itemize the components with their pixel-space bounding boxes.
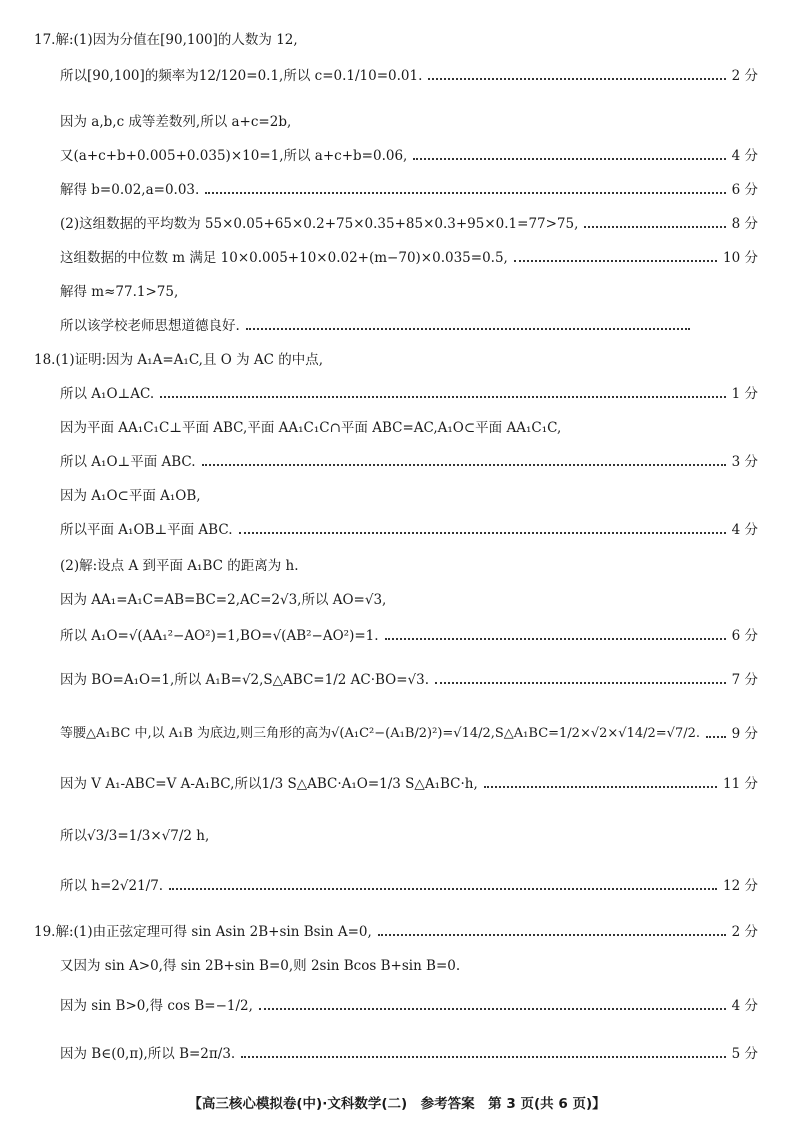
score-mark: 4 分 — [731, 522, 758, 538]
score-mark: 2 分 — [731, 68, 758, 84]
line-text: 所以平面 A₁OB⊥平面 ABC. — [60, 522, 233, 538]
line-text: 所以 A₁O=√(AA₁²−AO²)=1,BO=√(AB²−AO²)=1. — [60, 628, 379, 644]
line-text: 等腰△A₁BC 中,以 A₁B 为底边,则三角形的高为√(A₁C²−(A₁B/2)²)=√14/2,S△A₁BC=1/2×√2×√14/2=√7/2. — [60, 726, 700, 741]
line-text: 19.解:(1)由正弦定理可得 sin Asin 2B+sin Bsin A=0, — [34, 924, 372, 940]
score-mark: 2 分 — [731, 924, 758, 940]
footer-title: 【高三核心模拟卷(中)·文科数学(二) 参考答案 第 3 页(共 6 页)】 — [188, 1096, 606, 1112]
line-text: 因为平面 AA₁C₁C⊥平面 ABC,平面 AA₁C₁C∩平面 ABC=AC,A₁O⊂平面 AA₁C₁C, — [60, 420, 562, 436]
leader-dots — [241, 1056, 725, 1058]
score-mark: 7 分 — [731, 672, 758, 688]
line-text: 解得 m≈77.1>75, — [60, 284, 179, 300]
leader-dots — [385, 638, 726, 640]
line-text: 这组数据的中位数 m 满足 10×0.005+10×0.02+(m−70)×0.035=0.5, — [60, 250, 508, 266]
score-mark: 4 分 — [731, 148, 758, 164]
score-mark: 5 分 — [731, 1046, 758, 1062]
score-mark: 6 分 — [731, 182, 758, 198]
line-text: 因为 BO=A₁O=1,所以 A₁B=√2,S△ABC=1/2 AC·BO=√3. — [60, 672, 430, 688]
leader-dots — [205, 192, 725, 194]
leader-dots — [706, 736, 726, 738]
line-text: 因为 AA₁=A₁C=AB=BC=2,AC=2√3,所以 AO=√3, — [60, 592, 387, 608]
score-mark: 10 分 — [723, 250, 758, 266]
leader-dots — [246, 328, 690, 330]
score-mark: 11 分 — [723, 776, 758, 792]
score-mark: 8 分 — [731, 216, 758, 232]
leader-dots — [239, 532, 726, 534]
score-mark: 3 分 — [731, 454, 758, 470]
leader-dots — [413, 158, 725, 160]
score-mark: 9 分 — [731, 726, 758, 742]
line-text: (2)解:设点 A 到平面 A₁BC 的距离为 h. — [60, 558, 299, 574]
leader-dots — [484, 786, 717, 788]
page-footer — [0, 1092, 794, 1112]
leader-dots — [584, 226, 725, 228]
line-text: 18.(1)证明:因为 A₁A=A₁C,且 O 为 AC 的中点, — [34, 352, 324, 368]
leader-dots — [160, 396, 726, 398]
score-mark: 1 分 — [731, 386, 758, 402]
score-mark: 12 分 — [723, 878, 758, 894]
line-text: 所以[90,100]的频率为12/120=0.1,所以 c=0.1/10=0.01. — [60, 68, 423, 84]
line-text: 因为 V A₁-ABC=V A-A₁BC,所以1/3 S△ABC·A₁O=1/3 S△A₁BC·h, — [60, 776, 478, 792]
line-text: 因为 sin B>0,得 cos B=−1/2, — [60, 998, 253, 1014]
line-text: 因为 B∈(0,π),所以 B=2π/3. — [60, 1046, 236, 1062]
line-text: 所以√3/3=1/3×√7/2 h, — [60, 828, 210, 844]
line-text: 又(a+c+b+0.005+0.035)×10=1,所以 a+c+b=0.06, — [60, 148, 408, 164]
line-text: 又因为 sin A>0,得 sin 2B+sin B=0,则 2sin Bcos B+sin B=0. — [60, 958, 461, 974]
score-mark: 4 分 — [731, 998, 758, 1014]
leader-dots — [259, 1008, 726, 1010]
leader-dots — [169, 888, 717, 890]
line-text: 解得 b=0.02,a=0.03. — [60, 182, 200, 198]
leader-dots — [435, 682, 726, 684]
line-text: 所以该学校老师思想道德良好. — [60, 318, 240, 334]
line-text: 所以 h=2√21/7. — [60, 878, 164, 894]
line-text: 17.解:(1)因为分值在[90,100]的人数为 12, — [34, 32, 298, 48]
leader-dots — [514, 260, 717, 262]
line-text: 所以 A₁O⊥AC. — [60, 386, 155, 402]
line-text: (2)这组数据的平均数为 55×0.05+65×0.2+75×0.35+85×0.3+95×0.1=77>75, — [60, 216, 579, 232]
score-mark: 6 分 — [731, 628, 758, 644]
line-text: 因为 a,b,c 成等差数列,所以 a+c=2b, — [60, 114, 292, 130]
leader-dots — [428, 78, 725, 80]
leader-dots — [202, 464, 726, 466]
line-text: 所以 A₁O⊥平面 ABC. — [60, 454, 196, 470]
leader-dots — [378, 934, 726, 936]
line-text: 因为 A₁O⊂平面 A₁OB, — [60, 488, 201, 504]
